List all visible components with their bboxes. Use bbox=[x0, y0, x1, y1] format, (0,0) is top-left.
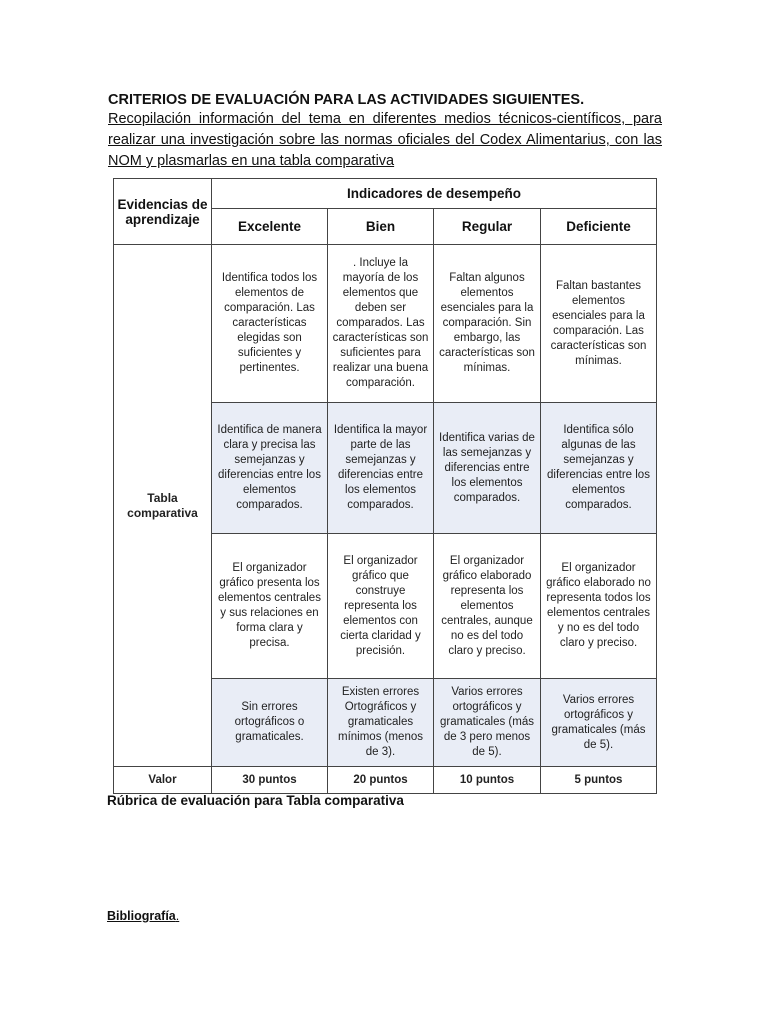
value-cell: 20 puntos bbox=[328, 767, 434, 794]
level-regular: Regular bbox=[434, 209, 541, 245]
table-caption: Rúbrica de evaluación para Tabla comparativa bbox=[107, 793, 404, 808]
table-cell: El organizador gráfico elaborado no representa todos los elementos centrales y no es del todo claro y preciso. bbox=[541, 534, 657, 679]
table-cell: Existen errores Ortográficos y gramaticales mínimos (menos de 3). bbox=[328, 679, 434, 767]
table-cell: Faltan bastantes elementos esenciales para la comparación. Las características son mínimas. bbox=[541, 245, 657, 403]
table-cell: Identifica varias de las semejanzas y diferencias entre los elementos comparados. bbox=[434, 403, 541, 534]
indicators-header: Indicadores de desempeño bbox=[212, 179, 657, 209]
document-title: CRITERIOS DE EVALUACIÓN PARA LAS ACTIVIDADES SIGUIENTES. bbox=[108, 92, 585, 108]
level-excelente: Excelente bbox=[212, 209, 328, 245]
table-cell: Identifica de manera clara y precisa las semejanzas y diferencias entre los elementos comparados. bbox=[212, 403, 328, 534]
document-header bbox=[108, 92, 662, 172]
value-cell: 5 puntos bbox=[541, 767, 657, 794]
value-cell: 30 puntos bbox=[212, 767, 328, 794]
rubric-table bbox=[113, 178, 657, 794]
table-cell: El organizador gráfico elaborado representa los elementos centrales, aunque no es del todo claro y preciso. bbox=[434, 534, 541, 679]
evidence-header: Evidencias de aprendizaje bbox=[114, 179, 212, 245]
table-cell: Identifica todos los elementos de comparación. Las características elegidas son suficientes y pertinentes. bbox=[212, 245, 328, 403]
table-cell: El organizador gráfico presenta los elementos centrales y sus relaciones en forma clara y precisa. bbox=[212, 534, 328, 679]
value-label: Valor bbox=[114, 767, 212, 794]
row-label: Tabla comparativa bbox=[114, 245, 212, 767]
level-deficiente: Deficiente bbox=[541, 209, 657, 245]
table-cell: Identifica la mayor parte de las semejanzas y diferencias entre los elementos comparados. bbox=[328, 403, 434, 534]
intro-paragraph: Recopilación información del tema en diferentes medios técnicos-científicos, para realizar una investigación sobre las normas oficiales del Codex Alimentarius, con las NOM y plasmarlas en una tabla comparativa bbox=[108, 111, 662, 169]
table-cell: Sin errores ortográficos o gramaticales. bbox=[212, 679, 328, 767]
table-cell: Identifica sólo algunas de las semejanzas y diferencias entre los elementos comparados. bbox=[541, 403, 657, 534]
value-cell: 10 puntos bbox=[434, 767, 541, 794]
table-cell: El organizador gráfico que construye representa los elementos con cierta claridad y precisión. bbox=[328, 534, 434, 679]
table-cell: Faltan algunos elementos esenciales para la comparación. Sin embargo, las características son mínimas. bbox=[434, 245, 541, 403]
table-cell: Varios errores ortográficos y gramaticales (más de 3 pero menos de 5). bbox=[434, 679, 541, 767]
table-row bbox=[114, 245, 657, 403]
table-cell: Varios errores ortográficos y gramaticales (más de 5). bbox=[541, 679, 657, 767]
level-bien: Bien bbox=[328, 209, 434, 245]
bibliography-heading bbox=[107, 909, 179, 923]
table-cell: . Incluye la mayoría de los elementos que deben ser comparados. Las características son suficientes para realizar una buena comparación. bbox=[328, 245, 434, 403]
bibliography-period: . bbox=[175, 909, 180, 923]
bibliography-label: Bibliografía bbox=[107, 909, 176, 923]
value-row bbox=[114, 767, 657, 794]
